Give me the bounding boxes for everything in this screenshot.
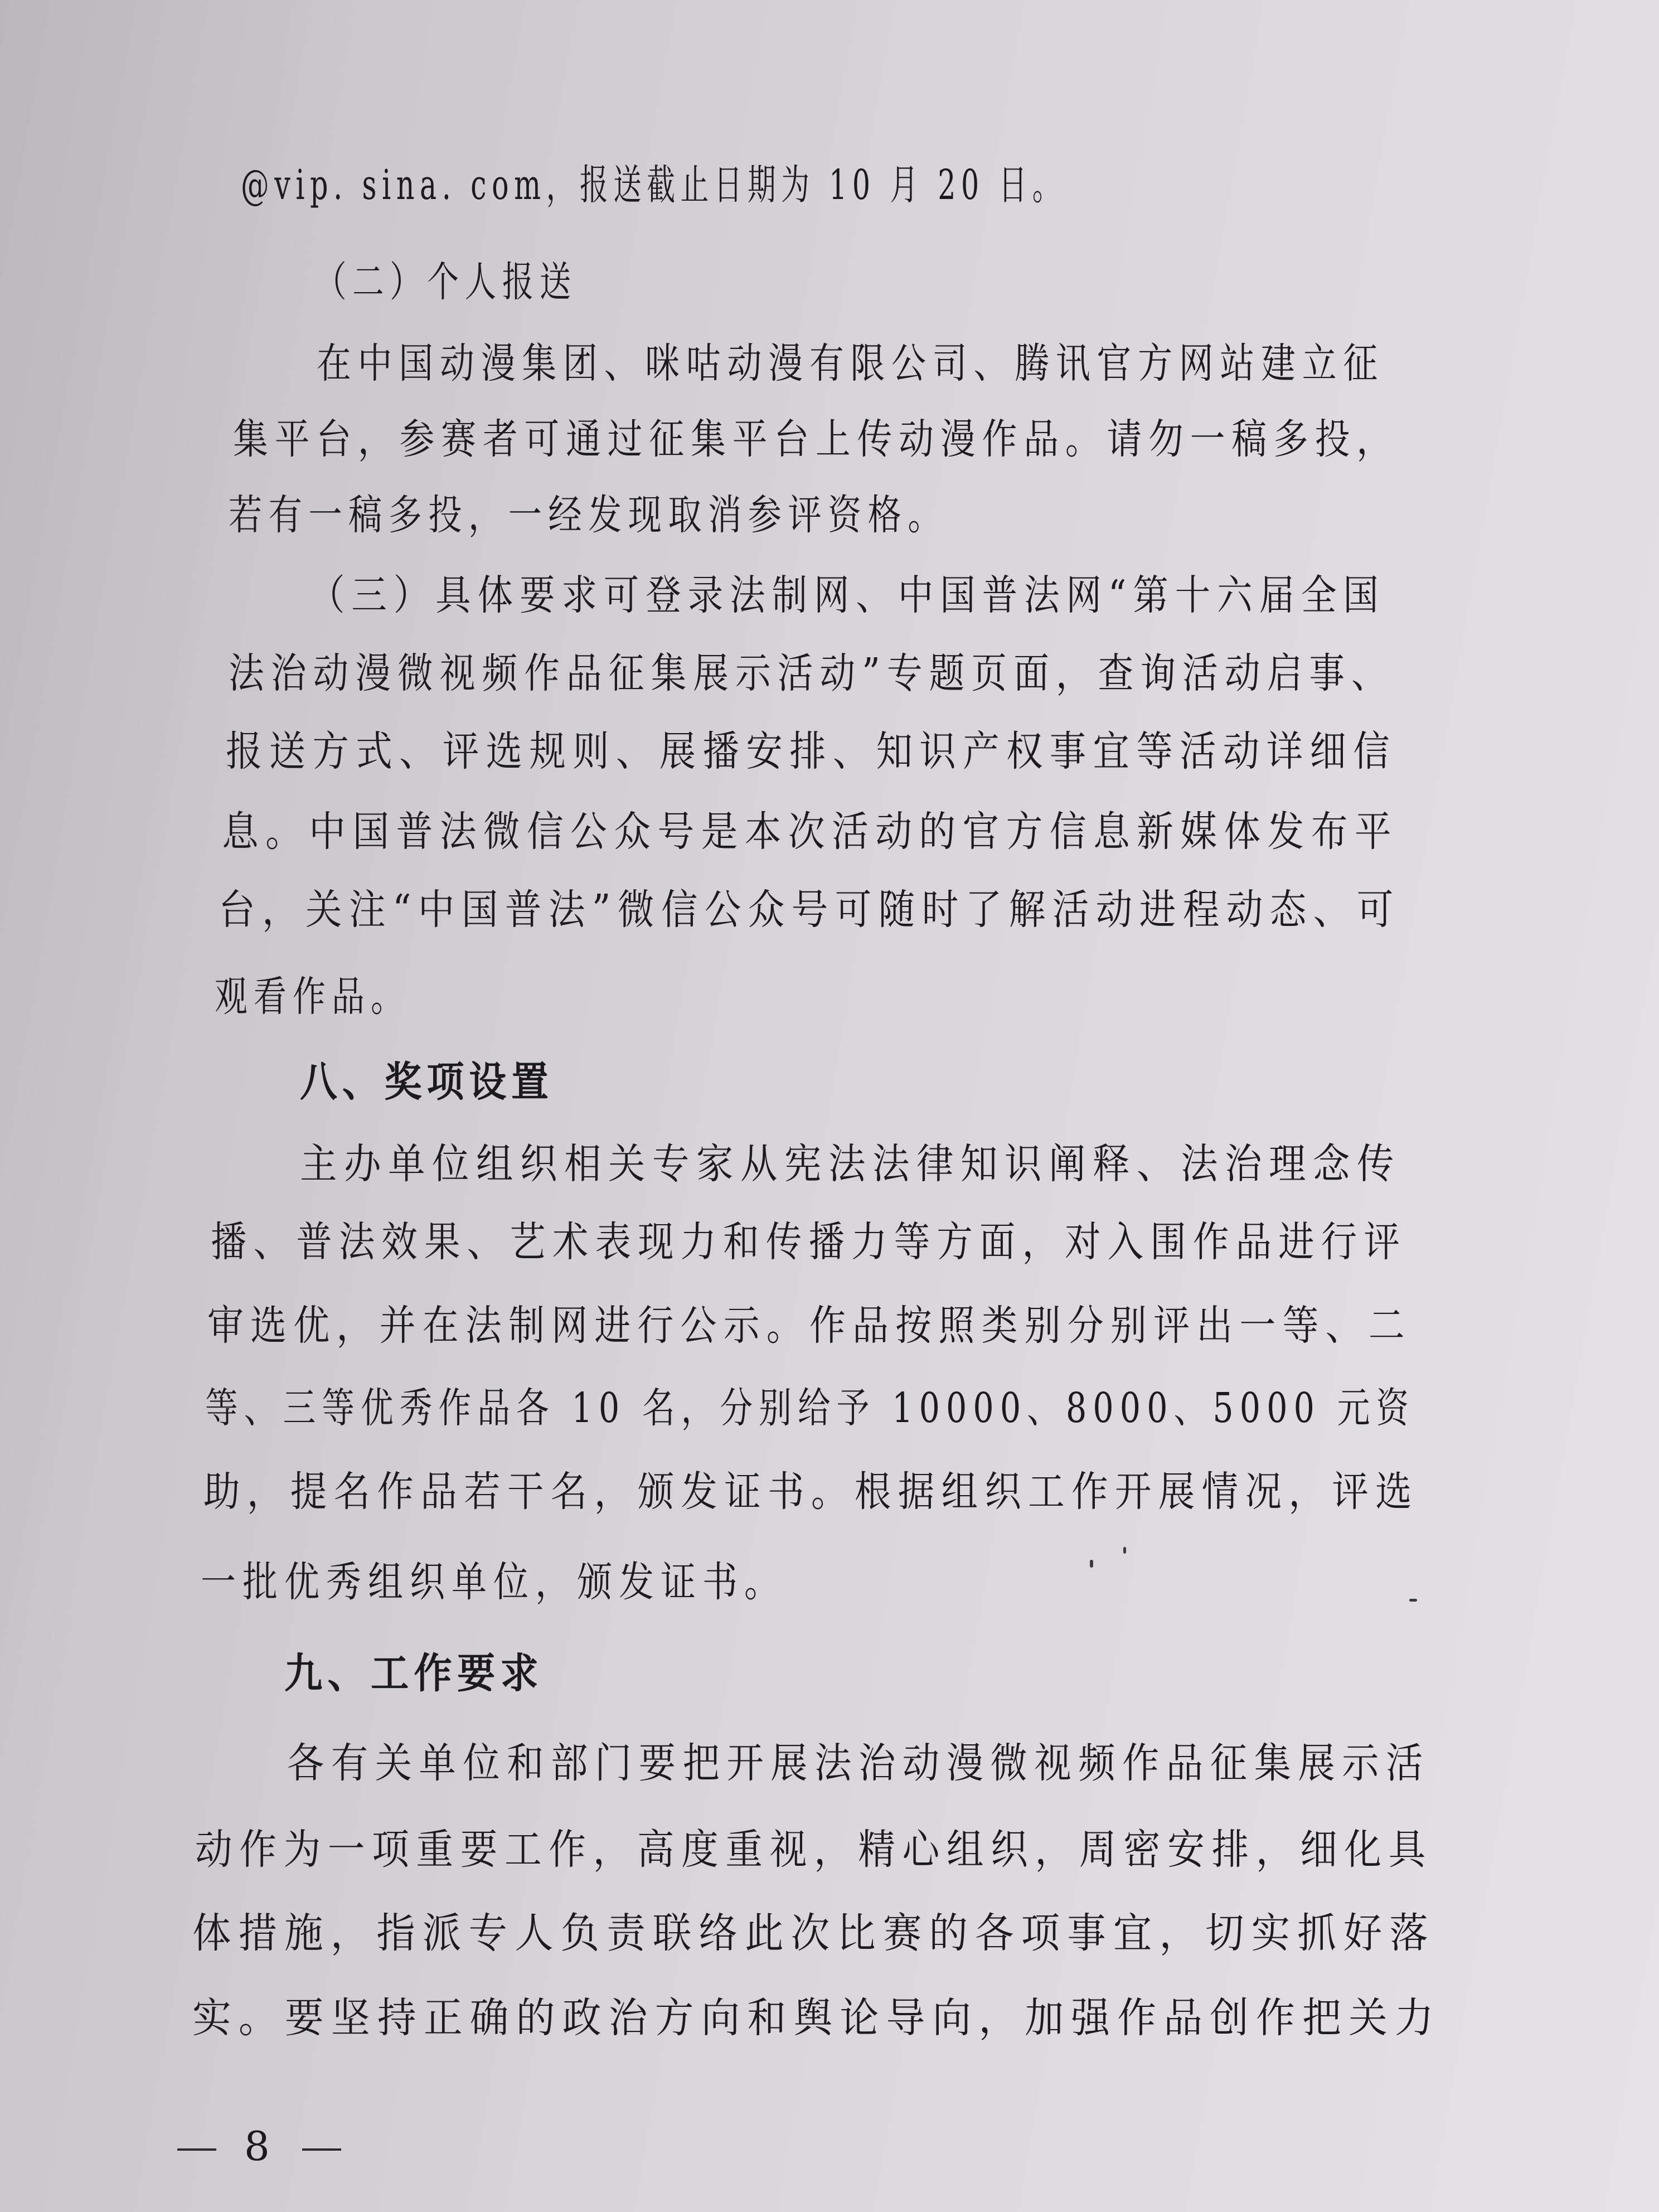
body-line-21: 动作为一项重要工作，高度重视，精心组织，周密安排，细化具	[195, 1826, 1433, 1874]
body-line-14: 播、普法效果、艺术表现力和传播力等方面，对入围作品进行评	[211, 1218, 1406, 1266]
body-line-11: 观看作品。	[215, 973, 410, 1021]
body-line-18: 一批优秀组织单位，颁发证书。	[201, 1558, 786, 1606]
body-line-10: 台，关注“中国普法”微信公众号可随时了解活动进程动态、可	[219, 886, 1400, 934]
body-line-20: 各有关单位和部门要把开展法治动漫微视频作品征集展示活	[287, 1739, 1430, 1787]
body-line-3: 在中国动漫集团、咪咕动漫有限公司、腾讯官方网站建立征	[317, 339, 1384, 387]
section-heading-awards: 八、奖项设置	[300, 1058, 554, 1106]
ink-speck	[1123, 1547, 1126, 1554]
ink-speck	[1090, 1560, 1093, 1568]
body-line-6: （三）具体要求可登录法制网、中国普法网“第十六届全国	[309, 571, 1385, 619]
page-number-left-dash	[177, 2148, 216, 2151]
body-line-8: 报送方式、评选规则、展播安排、知识产权事宜等活动详细信	[226, 727, 1396, 775]
page-number	[149, 2119, 369, 2173]
body-line-13: 主办单位组织相关专家从宪法法律知识阐释、法治理念传	[300, 1140, 1401, 1188]
body-line-22: 体措施，指派专人负责联络此次比赛的各项事宜，切实抓好落	[192, 1909, 1435, 1957]
ink-speck	[1409, 1599, 1417, 1602]
body-line-9: 息。中国普法微信公众号是本次活动的官方信息新媒体发布平	[222, 808, 1398, 856]
body-line-16: 等、三等优秀作品各 10 名，分别给予 10000、8000、5000 元资	[205, 1384, 1415, 1432]
section-heading-work-requirements: 九、工作要求	[284, 1650, 544, 1697]
body-line-17: 助，提名作品若干名，颁发证书。根据组织工作开展情况，评选	[203, 1468, 1419, 1516]
subheading-personal: （二）个人报送	[315, 258, 577, 306]
body-line-4: 集平台，参赛者可通过征集平台上传动漫作品。请勿一稿多投，	[233, 415, 1398, 463]
page-number-right-dash	[302, 2148, 341, 2151]
body-line-5: 若有一稿多投，一经发现取消参评资格。	[229, 491, 948, 539]
page-number-value: 8	[244, 2123, 274, 2170]
body-line-15: 审选优，并在法制网进行公示。作品按照类别分别评出一等、二	[207, 1302, 1411, 1350]
body-line-7: 法治动漫微视频作品征集展示活动”专题页面，查询活动启事、	[229, 649, 1394, 697]
body-line-23: 实。要坚持正确的政治方向和舆论导向，加强作品创作把关力	[192, 1994, 1441, 2042]
body-line-1: @vip. sina. com，报送截止日期为 10 月 20 日。	[241, 161, 1066, 209]
